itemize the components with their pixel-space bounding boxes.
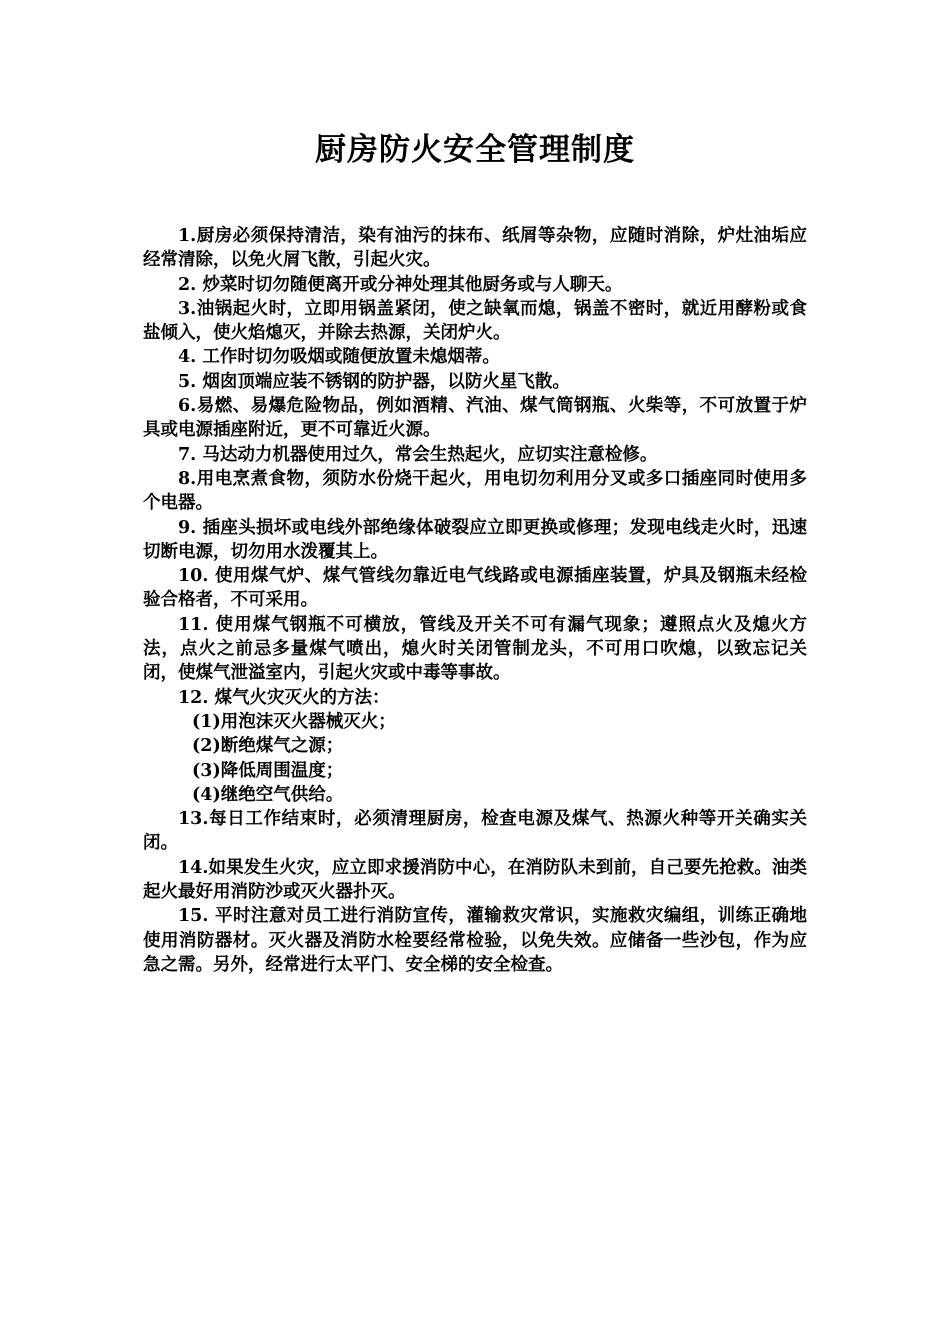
sub-item-3: (3)降低周围温度； [192,760,344,781]
document-title: 厨房防火安全管理制度 [315,132,635,168]
rule-paragraph-7: 7. 马达动力机器使用过久，常会生热起火，应切实注意检修。 [178,444,658,465]
rule-paragraph-11: 11. 使用煤气钢瓶不可横放，管线及开关不可有漏气现象；遵照点火及熄火方法，点火之前忌多量煤气喷出，熄火时关闭管制龙头，不可用口吹熄，以致忘记关闭，使煤气泄溢室内，引起火灾或中毒等事故。 [143,614,807,684]
sub-item-4: (4)继绝空气供给。 [192,784,344,805]
rule-paragraph-13: 13.每日工作结束时，必须清理厨房，检查电源及煤气、热源火种等开关确实关闭。 [143,809,807,854]
rule-paragraph-14: 14.如果发生火灾，应立即求援消防中心，在消防队未到前，自己要先抢救。油类起火最好用消防沙或灭火器扑灭。 [143,857,807,903]
rule-paragraph-1: 1.厨房必须保持清洁，染有油污的抹布、纸屑等杂物，应随时消除，炉灶油垢应经常清除，以免火屑飞散，引起火灾。 [143,226,807,271]
sub-item-2: (2)断绝煤气之源； [192,736,344,757]
rule-paragraph-9: 9. 插座头损坏或电线外部绝缘体破裂应立即更换或修理；发现电线走火时，迅速切断电源，切勿用水泼覆其上。 [143,517,807,562]
rule-paragraph-6: 6.易燃、易爆危险物品，例如酒精、汽油、煤气筒钢瓶、火柴等，不可放置于炉具或电源插座附近，更不可靠近火源。 [143,396,807,441]
rule-paragraph-2: 2. 炒菜时切勿随便离开或分神处理其他厨务或与人聊天。 [178,274,623,295]
rule-paragraph-5: 5. 烟囱顶端应装不锈钢的防护器，以防火星飞散。 [178,371,570,392]
sub-item-1: (1)用泡沫灭火器械灭火； [192,711,396,732]
rule-paragraph-4: 4. 工作时切勿吸烟或随便放置未熄烟蒂。 [178,347,500,368]
rule-paragraph-10: 10. 使用煤气炉、煤气管线勿靠近电气线路或电源插座装置，炉具及钢瓶未经检验合格者，不可采用。 [143,566,807,611]
rule-paragraph-15: 15. 平时注意对员工进行消防宣传，灌输救灾常识，实施救灾编组，训练正确地使用消防器材。灭火器及消防水栓要经常检验，以免失效。应储备一些沙包，作为应急之需。另外，经常进行太平门、安全梯的安全检查。 [143,906,807,975]
rule-paragraph-8: 8.用电烹煮食物，须防水份烧干起火，用电切勿利用分叉或多口插座同时使用多个电器。 [143,468,807,514]
rule-paragraph-12: 12. 煤气火灾灭火的方法： [178,687,390,708]
rule-paragraph-3: 3.油锅起火时，立即用锅盖紧闭，使之缺氧而熄，锅盖不密时，就近用酵粉或食盐倾入，使火焰熄灭，并除去热源，关闭炉火。 [143,298,807,344]
document-body [143,224,807,977]
